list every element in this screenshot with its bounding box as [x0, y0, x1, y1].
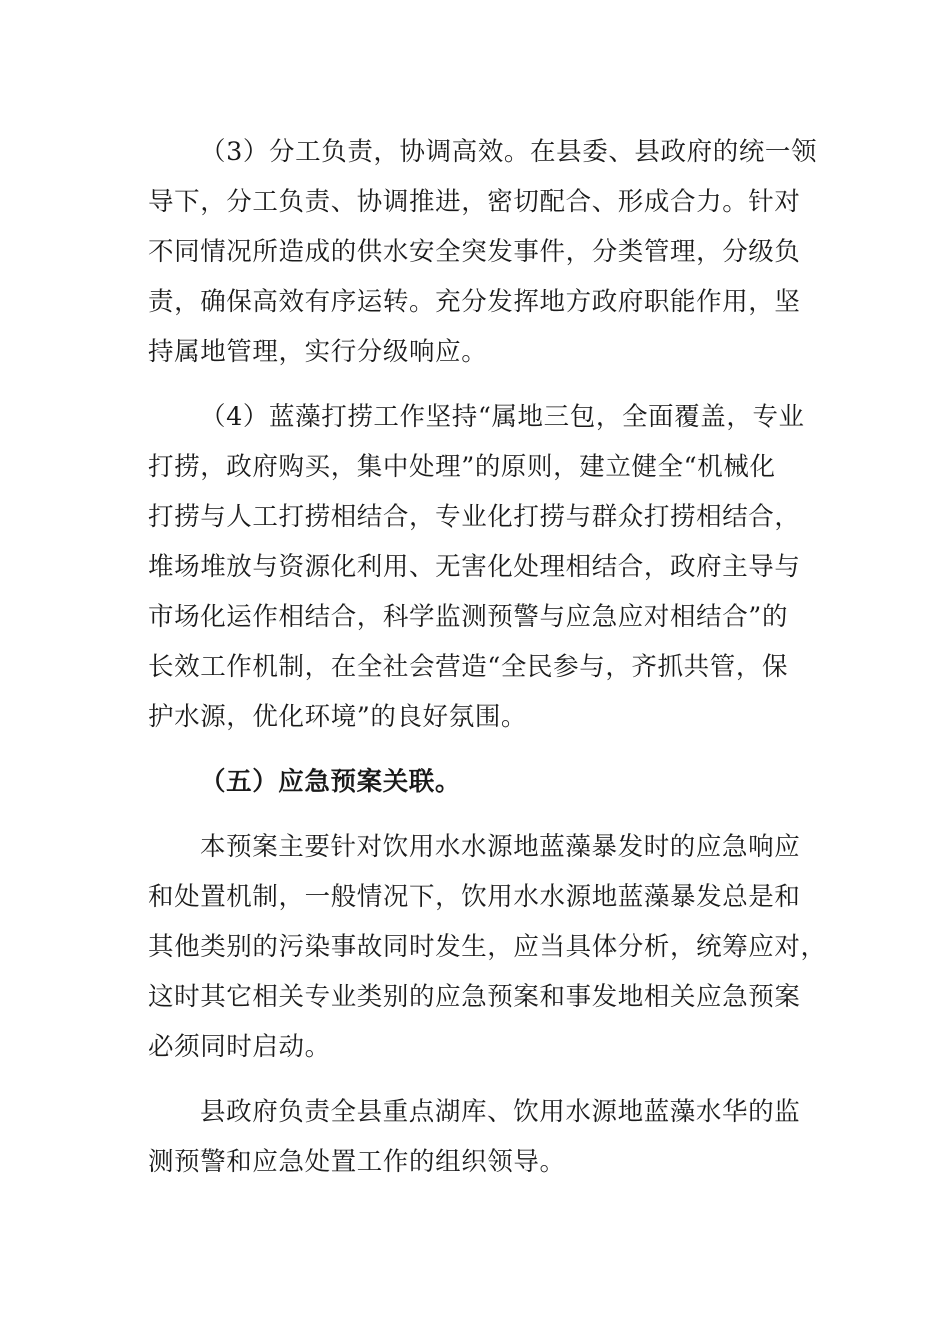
text-line: 打捞，政府购买，集中处理”的原则，建立健全“机械化 [148, 452, 776, 482]
text-line: 持属地管理，实行分级响应。 [148, 337, 488, 367]
text-line: 和处置机制，一般情况下，饮用水水源地蓝藻暴发总是和 [148, 882, 801, 912]
text-line: 护水源，优化环境”的良好氛围。 [148, 702, 528, 732]
section-heading [148, 757, 808, 807]
text-line: 不同情况所造成的供水安全突发事件，分类管理，分级负 [148, 237, 801, 267]
paragraph-leadership [148, 1087, 808, 1187]
text-line: 堆场堆放与资源化利用、无害化处理相结合，政府主导与 [148, 552, 801, 582]
text-line: （3）分工负责，协调高效。在县委、县政府的统一领 [200, 137, 818, 167]
text-line: 必须同时启动。 [148, 1032, 331, 1062]
text-line: 测预警和应急处置工作的组织领导。 [148, 1147, 566, 1177]
text-line: 责，确保高效有序运转。充分发挥地方政府职能作用，坚 [148, 287, 801, 317]
paragraph-principle-3 [148, 127, 818, 377]
document-body [148, 127, 827, 1202]
text-line: 其他类别的污染事故同时发生，应当具体分析，统筹应对， [148, 932, 827, 962]
paragraph-plan-scope [148, 822, 827, 1072]
text-line: 这时其它相关专业类别的应急预案和事发地相关应急预案 [148, 982, 801, 1012]
text-line: 打捞与人工打捞相结合，专业化打捞与群众打捞相结合， [148, 502, 801, 532]
text-line: 长效工作机制，在全社会营造“全民参与，齐抓共管，保 [148, 652, 789, 682]
text-line: 市场化运作相结合，科学监测预警与应急应对相结合”的 [148, 602, 789, 632]
paragraph-principle-4 [148, 392, 808, 742]
text-line: 本预案主要针对饮用水水源地蓝藻暴发时的应急响应 [200, 832, 801, 862]
section-heading-text: （五）应急预案关联。 [200, 767, 462, 797]
text-line: 导下，分工负责、协调推进，密切配合、形成合力。针对 [148, 187, 801, 217]
text-line: 县政府负责全县重点湖库、饮用水源地蓝藻水华的监 [200, 1097, 801, 1127]
text-line: （4）蓝藻打捞工作坚持“属地三包，全面覆盖，专业 [200, 402, 805, 432]
